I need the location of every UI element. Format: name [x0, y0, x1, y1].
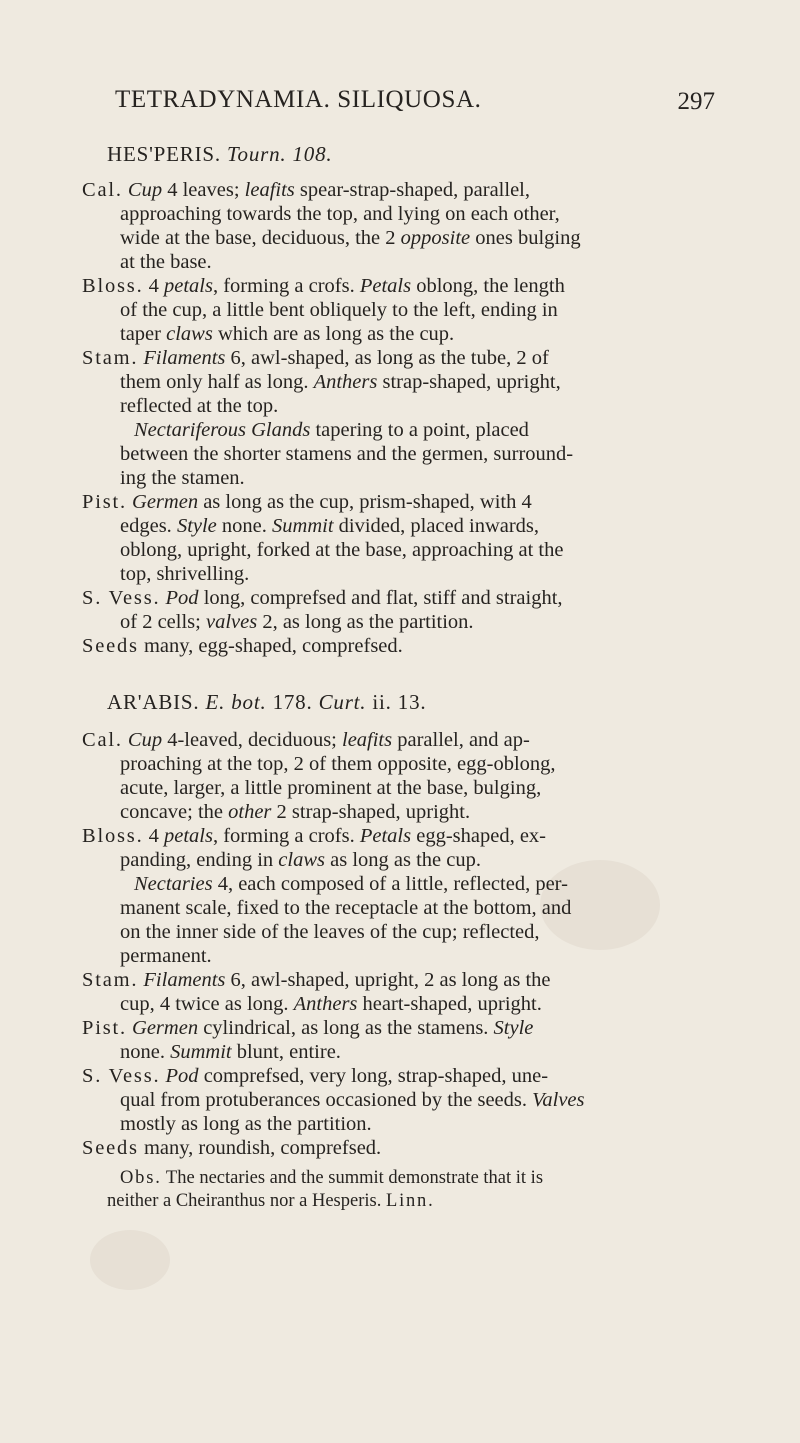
text-line: approaching towards the top, and lying on each other,	[120, 203, 560, 225]
text-line: cup, 4 twice as long. Anthers heart-shaped, upright.	[120, 993, 542, 1015]
genus-reference: Tourn. 108.	[226, 142, 333, 166]
text-line: mostly as long as the partition.	[120, 1113, 372, 1135]
text-line: them only half as long. Anthers strap-shaped, upright,	[120, 371, 561, 393]
text-line: taper claws which are as long as the cup.	[120, 323, 455, 345]
observation-line: neither a Cheiranthus nor a Hesperis. Linn.	[107, 1191, 435, 1211]
text-line: concave; the other 2 strap-shaped, upright.	[120, 801, 471, 823]
text-line: Seeds many, egg-shaped, comprefsed.	[82, 635, 403, 657]
observation-line: Obs. The nectaries and the summit demonstrate that it is	[120, 1168, 544, 1188]
text-line: Pist. Germen as long as the cup, prism-shaped, with 4	[82, 491, 532, 513]
genus-reference: Curt.	[318, 690, 367, 714]
text-line: Cal. Cup 4-leaved, deciduous; leafits parallel, and ap-	[82, 729, 530, 751]
text-line: Seeds many, roundish, comprefsed.	[82, 1137, 382, 1159]
running-head-title: TETRADYNAMIA. SILIQUOSA.	[115, 86, 482, 113]
text-line: qual from protuberances occasioned by the seeds. Valves	[120, 1089, 585, 1111]
text-line: S. Vess. Pod long, comprefsed and flat, stiff and straight,	[82, 587, 563, 609]
text-line: Stam. Filaments 6, awl-shaped, upright, 2 as long as the	[82, 969, 551, 991]
hesperis-heading	[107, 142, 332, 166]
text-line: ing the stamen.	[120, 467, 245, 489]
arabis-heading	[107, 690, 426, 714]
genus-reference-number: 178.	[266, 690, 319, 714]
text-line: edges. Style none. Summit divided, placed inwards,	[120, 515, 540, 537]
text-line: of 2 cells; valves 2, as long as the partition.	[120, 611, 474, 633]
genus-name: AR'ABIS.	[107, 690, 200, 714]
text-line: Nectariferous Glands tapering to a point, placed	[134, 419, 529, 441]
text-line: none. Summit blunt, entire.	[120, 1041, 341, 1063]
text-line: reflected at the top.	[120, 395, 279, 417]
text-line: oblong, upright, forked at the base, approaching at the	[120, 539, 564, 561]
running-head	[115, 86, 715, 126]
text-line: of the cup, a little bent obliquely to the left, ending in	[120, 299, 558, 321]
genus-reference-number: ii. 13.	[366, 690, 427, 714]
page-number: 297	[677, 88, 715, 115]
text-line: permanent.	[120, 945, 212, 967]
text-line: at the base.	[120, 251, 212, 273]
text-line: Pist. Germen cylindrical, as long as the stamens. Style	[82, 1017, 534, 1039]
genus-name: HES'PERIS.	[107, 142, 221, 166]
text-line: between the shorter stamens and the germen, surround-	[120, 443, 574, 465]
text-line: panding, ending in claws as long as the cup.	[120, 849, 481, 871]
genus-reference: E. bot.	[205, 690, 267, 714]
text-line: proaching at the top, 2 of them opposite, egg-oblong,	[120, 753, 556, 775]
text-line: Nectaries 4, each composed of a little, reflected, per-	[134, 873, 568, 895]
text-line: top, shrivelling.	[120, 563, 250, 585]
text-line: S. Vess. Pod comprefsed, very long, strap-shaped, une-	[82, 1065, 549, 1087]
text-line: Cal. Cup 4 leaves; leafits spear-strap-shaped, parallel,	[82, 179, 530, 201]
text-line: Bloss. 4 petals, forming a crofs. Petals egg-shaped, ex-	[82, 825, 546, 847]
text-line: acute, larger, a little prominent at the base, bulging,	[120, 777, 542, 799]
text-line: on the inner side of the leaves of the cup; reflected,	[120, 921, 540, 943]
paper-stain	[90, 1230, 170, 1290]
text-line: wide at the base, deciduous, the 2 opposite ones bulging	[120, 227, 581, 249]
text-line: Bloss. 4 petals, forming a crofs. Petals oblong, the length	[82, 275, 565, 297]
text-line: manent scale, fixed to the receptacle at the bottom, and	[120, 897, 572, 919]
text-line: Stam. Filaments 6, awl-shaped, as long as the tube, 2 of	[82, 347, 549, 369]
